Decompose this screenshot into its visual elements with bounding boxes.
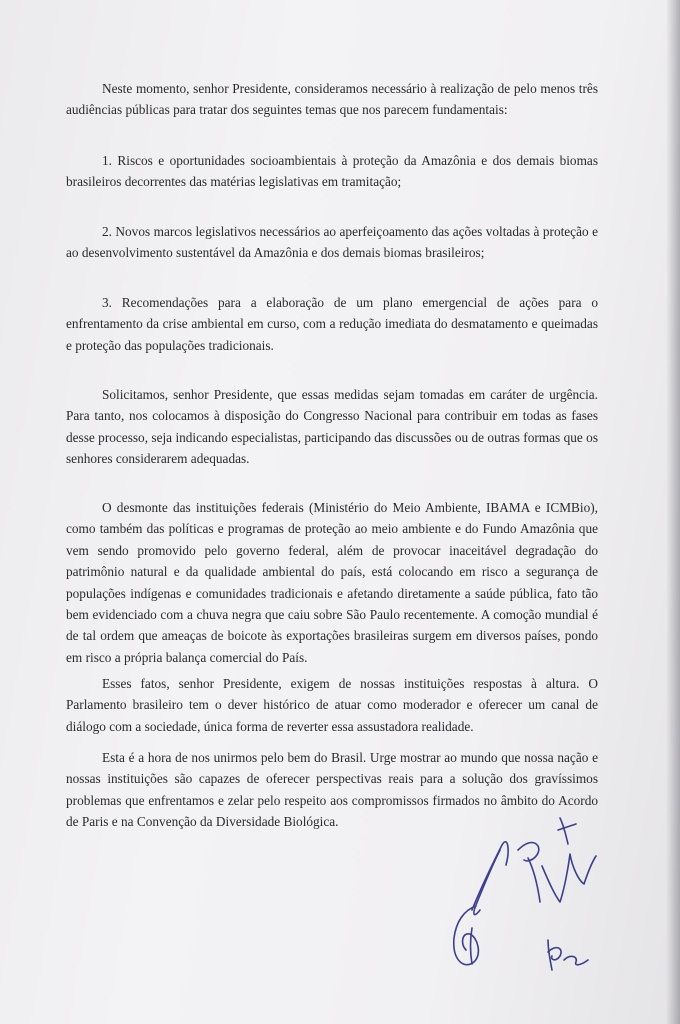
paragraph-item-3: 3. Recomendações para a elaboração de um plano emergencial de ações para o enfrentamento da crise ambiental em curso, com a redução imediata do desmatamento e queimadas e proteção das populações tradicionais. — [66, 295, 598, 353]
paragraph-intro: Neste momento, senhor Presidente, consideramos necessário à realização de pelo menos três audiências públicas para tratar dos seguintes temas que nos parecem fundamentais: — [66, 81, 598, 118]
paragraph-facts: Esses fatos, senhor Presidente, exigem de nossas instituições respostas à altura. O Parlamento brasileiro tem o dever histórico de atuar como moderador e oferecer um canal de diálogo com a sociedade, única forma de reverter essa assustadora realidade. — [66, 676, 598, 734]
paragraph-request: Solicitamos, senhor Presidente, que essas medidas sejam tomadas em caráter de urgência. Para tanto, nos colocamos à disposição do Congresso Nacional para contribuir em todas as fases desse processo, seja indicando especialistas, participando das discussões ou de outras formas que os senhores considerarem adequadas. — [66, 387, 598, 467]
paragraph-dismantling: O desmonte das instituições federais (Ministério do Meio Ambiente, IBAMA e ICMBio), como também das políticas e programas de proteção ao meio ambiente e do Fundo Amazônia que vem sendo promovido pelo governo federal, além de provocar inaceitável degradação do patrimônio natural e da qualidade ambiental do país, está colocando em risco a segurança de populações indígenas e comunidades tradicionais e afetando diretamente a saúde pública, fato tão bem evidenciado com a chuva negra que caiu sobre São Paulo recentemente. A comoção mundial é de tal ordem que ameaças de boicote às exportações brasileiras surgem em diversos países, pondo em risco a própria balança comercial do País. — [66, 500, 598, 665]
handwritten-signature — [430, 810, 630, 1000]
paragraph-item-2: 2. Novos marcos legislativos necessários ao aperfeiçoamento das ações voltadas à proteção e ao desenvolvimento sustentável da Amazônia e dos demais biomas brasileiros; — [66, 224, 598, 261]
paragraph-item-1: 1. Riscos e oportunidades socioambientais à proteção da Amazônia e dos demais biomas brasileiros decorrentes das matérias legislativas em tramitação; — [66, 153, 598, 190]
paragraph-closing: Esta é a hora de nos unirmos pelo bem do Brasil. Urge mostrar ao mundo que nossa nação e nossas instituições são capazes de oferecer perspectivas reais para a solução dos gravíssimos problemas que enfrentamos e zelar pelo respeito aos compromissos firmados no âmbito do Acordo de Paris e na Convenção da Diversidade Biológica. — [66, 750, 598, 830]
